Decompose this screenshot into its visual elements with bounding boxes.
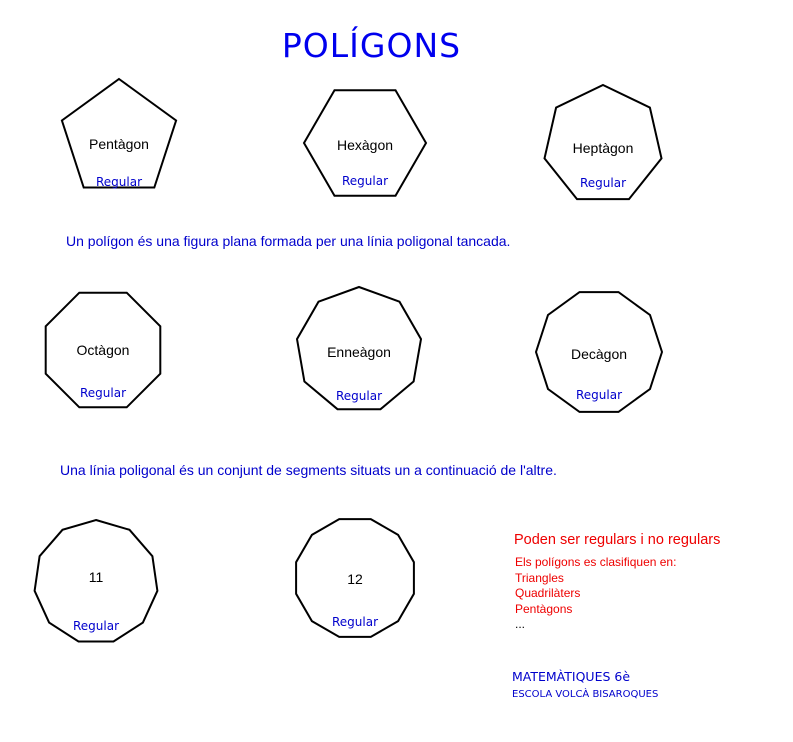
polygon-name: Octàgon [76, 342, 130, 358]
polygon-figure [296, 519, 414, 637]
polygon-name: 12 [347, 571, 363, 587]
polygon-regular-label: Regular [79, 386, 127, 400]
side-note-list [515, 555, 676, 633]
footer-school: ESCOLA VOLCÀ BISAROQUES [512, 689, 659, 700]
side-note-item: Pentàgons [515, 601, 573, 616]
polygon-figure [545, 85, 662, 199]
side-note-item: Quadrilàters [515, 586, 581, 600]
polygon-regular-label: Regular [575, 388, 623, 402]
polygon-outline [62, 79, 176, 188]
polygon-figure [536, 292, 662, 412]
polygon-name: Pentàgon [89, 136, 149, 152]
polygon-regular-label: Regular [335, 389, 383, 403]
polygonal-line-definition: Una línia poligonal és un conjunt de segments situats un a continuació de l'altre. [60, 462, 557, 478]
polygon-figure [46, 293, 161, 408]
polygon-regular-label: Regular [579, 176, 627, 190]
footer-subject: MATEMÀTIQUES 6è [512, 669, 631, 684]
polygon-regular-label: Regular [341, 174, 389, 188]
polygon-figure [297, 287, 421, 409]
polygon-regular-label: Regular [72, 619, 120, 633]
polygon-name: Hexàgon [336, 137, 394, 153]
polygon-name: 11 [88, 569, 104, 585]
polygon-regular-label: Regular [331, 615, 379, 629]
side-note-item: Triangles [515, 570, 564, 585]
polygon-figure [304, 90, 426, 196]
polygon-name: Heptàgon [572, 140, 634, 156]
page-title: POLÍGONS [281, 26, 462, 65]
polygon-regular-label: Regular [95, 175, 143, 189]
side-note-heading: Poden ser regulars i no regulars [514, 532, 721, 548]
polygon-name: Enneàgon [327, 344, 391, 360]
polygon-figure [62, 79, 176, 189]
side-note-ellipsis: ... [515, 617, 526, 631]
polygon-figure [35, 520, 158, 642]
polygon-definition: Un polígon és una figura plana formada per una línia poligonal tancada. [66, 233, 511, 249]
side-note-intro: Els polígons es clasifiquen en: [515, 555, 677, 569]
polygon-name: Decàgon [570, 346, 628, 362]
